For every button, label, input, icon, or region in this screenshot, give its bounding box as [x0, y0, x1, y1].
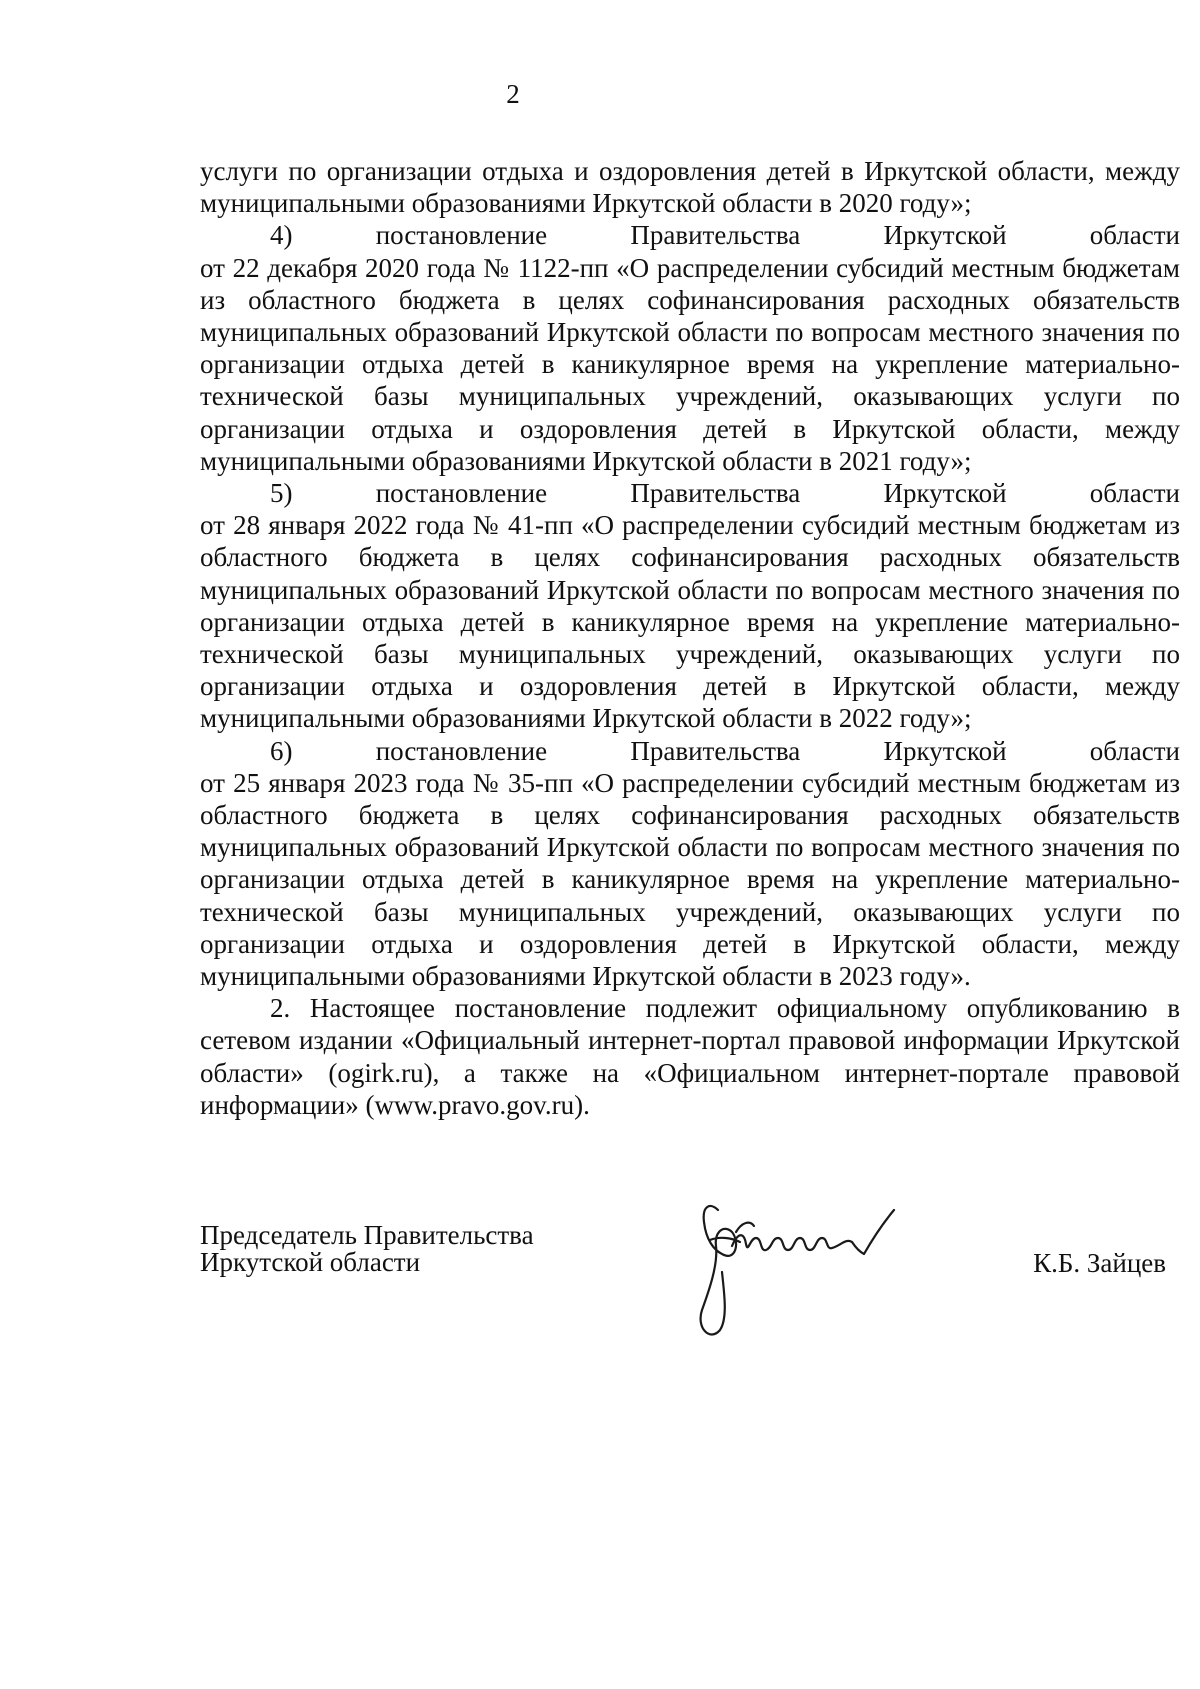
list-item: [200, 477, 1180, 735]
list-item-head: 6) постановление Правительства Иркутской области: [270, 735, 1180, 766]
list-item-text: от 22 декабря 2020 года № 1122-пп «О распределении субсидий местным бюджетам из областного бюджета в целях софинансирования расходных обязательств муниципальных образований Иркутской области по вопросам местного значения по организации отдыха детей в каникулярное время на укрепление материально-технической базы муниципальных учреждений, оказывающих услуги по организации отдыха и оздоровления детей в Иркутской области, между муниципальными образованиями Иркутской области в 2021 году»;: [200, 252, 1180, 476]
list-item-text: от 28 января 2022 года № 41-пп «О распределении субсидий местным бюджетам из областного бюджета в целях софинансирования расходных обязательств муниципальных образований Иркутской области по вопросам местного значения по организации отдыха детей в каникулярное время на укрепление материально-технической базы муниципальных учреждений, оказывающих услуги по организации отдыха и оздоровления детей в Иркутской области, между муниципальными образованиями Иркутской области в 2022 году»;: [200, 510, 1180, 734]
continuation-paragraph: услуги по организации отдыха и оздоровления детей в Иркутской области, между муниципальными образованиями Иркутской области в 2020 году»;: [200, 156, 1180, 219]
signatory-title: [200, 1222, 620, 1276]
handwritten-signature: [680, 1192, 920, 1342]
publication-paragraph: 2. Настоящее постановление подлежит официальному опубликованию в сетевом издании «Официальный интернет-портал правовой информации Иркутской области» (ogirk.ru), а также на «Официальном интернет-портале правовой информации» (www.pravo.gov.ru).: [200, 993, 1180, 1120]
list-item-head: 5) постановление Правительства Иркутской области: [270, 478, 1180, 509]
signatory-title-line: Председатель Правительства: [200, 1220, 534, 1250]
signatory-name: К.Б. Зайцев: [1033, 1248, 1166, 1278]
signature-block: [200, 1222, 1180, 1362]
signatory-title-line: Иркутской области: [200, 1247, 421, 1277]
list-item-head: 4) постановление Правительства Иркутской области: [270, 220, 1180, 251]
document-body: [200, 155, 1180, 1121]
list-item: [200, 219, 1180, 477]
list-item-text: от 25 января 2023 года № 35-пп «О распределении субсидий местным бюджетам из областного бюджета в целях софинансирования расходных обязательств муниципальных образований Иркутской области по вопросам местного значения по организации отдыха детей в каникулярное время на укрепление материально-технической базы муниципальных учреждений, оказывающих услуги по организации отдыха и оздоровления детей в Иркутской области, между муниципальными образованиями Иркутской области в 2023 году».: [200, 767, 1180, 992]
page-number: 2: [506, 79, 520, 109]
list-item: [200, 735, 1180, 993]
